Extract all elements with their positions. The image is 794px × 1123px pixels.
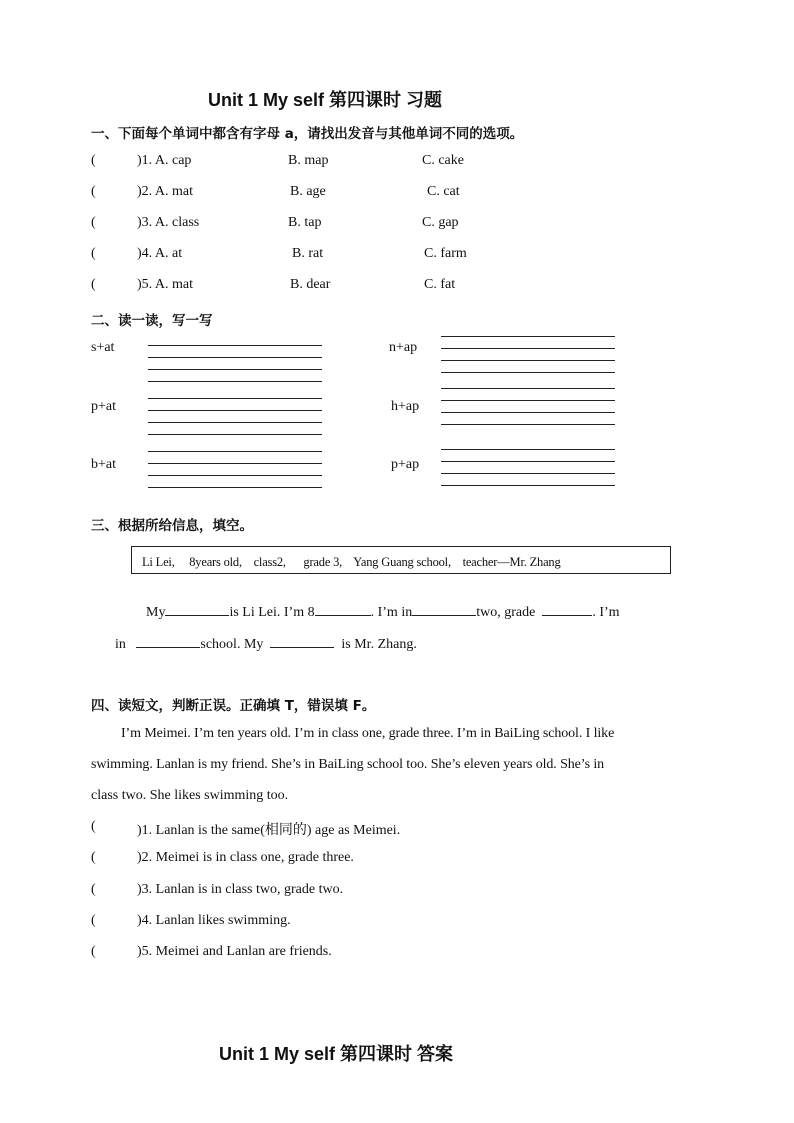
writing-line[interactable] (148, 345, 322, 346)
paren-open: ( (91, 246, 96, 261)
paren-open: ( (91, 215, 96, 230)
option-b: B. tap (288, 215, 322, 230)
word-prompt-p-ap: p+ap (391, 457, 420, 472)
writing-line[interactable] (148, 422, 322, 423)
fill-text: is Li Lei. I’m 8 (229, 605, 315, 620)
word-prompt-h-ap: h+ap (391, 399, 420, 414)
writing-line[interactable] (441, 388, 615, 389)
paren-open: ( (91, 819, 96, 834)
writing-line[interactable] (441, 412, 615, 413)
word-prompt-p-at: p+at (91, 399, 116, 414)
fill-blank[interactable] (165, 601, 229, 616)
writing-line[interactable] (148, 475, 322, 476)
fill-blank[interactable] (542, 601, 592, 616)
writing-line[interactable] (441, 348, 615, 349)
writing-line[interactable] (441, 449, 615, 450)
section2-heading: 二、读一读，写一写 (91, 313, 213, 329)
fill-text: in (115, 637, 126, 652)
question-number-option-a: )2. A. mat (137, 184, 193, 199)
writing-line[interactable] (441, 336, 615, 337)
paren-open: ( (91, 153, 96, 168)
question-number-option-a: )3. A. class (137, 215, 200, 230)
word-prompt-n-ap: n+ap (389, 340, 418, 355)
writing-line[interactable] (441, 473, 615, 474)
paren-open: ( (91, 277, 96, 292)
fill-text: My (146, 605, 166, 620)
statement-text: )3. Lanlan is in class two, grade two. (137, 882, 344, 897)
writing-line[interactable] (148, 369, 322, 370)
writing-line[interactable] (441, 424, 615, 425)
section4-heading: 四、读短文，判断正误。正确填 T，错误填 F。 (91, 698, 376, 714)
option-c: C. fat (424, 277, 456, 292)
answer-title: Unit 1 My self 第四课时 答案 (219, 1044, 454, 1064)
paren-open: ( (91, 913, 96, 928)
fill-blank[interactable] (412, 601, 476, 616)
fill-text: two, grade (476, 605, 536, 620)
fill-line-2 (115, 633, 417, 653)
statement-text: )5. Meimei and Lanlan are friends. (137, 944, 332, 959)
option-c: C. farm (424, 246, 467, 261)
paren-open: ( (91, 882, 96, 897)
option-b: B. rat (292, 246, 324, 261)
writing-line[interactable] (148, 463, 322, 464)
fill-text: . I’m in (370, 605, 413, 620)
writing-line[interactable] (148, 357, 322, 358)
fill-blank[interactable] (270, 633, 334, 648)
option-c: C. cat (427, 184, 460, 199)
option-b: B. map (288, 153, 329, 168)
fill-line-1 (146, 601, 620, 621)
page-title: Unit 1 My self 第四课时 习题 (208, 90, 443, 110)
statement-text: )1. Lanlan is the same(相同的) age as Meimei. (137, 823, 401, 838)
statement-text: )2. Meimei is in class one, grade three. (137, 850, 354, 865)
option-b: B. dear (290, 277, 331, 292)
question-number-option-a: )1. A. cap (137, 153, 192, 168)
fill-blank[interactable] (315, 601, 371, 616)
writing-line[interactable] (148, 398, 322, 399)
writing-line[interactable] (441, 400, 615, 401)
writing-line[interactable] (441, 461, 615, 462)
fill-blank[interactable] (136, 633, 200, 648)
paren-open: ( (91, 184, 96, 199)
paren-open: ( (91, 850, 96, 865)
word-prompt-s-at: s+at (91, 340, 115, 355)
statement-text: )4. Lanlan likes swimming. (137, 913, 291, 928)
writing-line[interactable] (441, 372, 615, 373)
writing-line[interactable] (148, 381, 322, 382)
paren-open: ( (91, 944, 96, 959)
passage-line-3: class two. She likes swimming too. (91, 788, 289, 803)
info-text: Li Lei, 8years old, class2, grade 3, Yang Guang school, teacher—Mr. Zhang (142, 555, 561, 569)
info-box (131, 546, 671, 574)
section1-heading: 一、下面每个单词中都含有字母 a，请找出发音与其他单词不同的选项。 (91, 126, 524, 142)
passage-line-1: I’m Meimei. I’m ten years old. I’m in class one, grade three. I’m in BaiLing school. I like (121, 726, 615, 741)
fill-text: . I’m (592, 605, 620, 620)
passage-line-2: swimming. Lanlan is my friend. She’s in BaiLing school too. She’s eleven years old. She’s in (91, 757, 605, 772)
fill-text: school. My (200, 637, 264, 652)
word-prompt-b-at: b+at (91, 457, 116, 472)
question-number-option-a: )4. A. at (137, 246, 183, 261)
writing-line[interactable] (148, 410, 322, 411)
fill-text: is Mr. Zhang. (341, 637, 417, 652)
option-c: C. cake (422, 153, 464, 168)
section3-heading: 三、根据所给信息，填空。 (91, 518, 253, 534)
question-number-option-a: )5. A. mat (137, 277, 193, 292)
option-c: C. gap (422, 215, 459, 230)
writing-line[interactable] (148, 434, 322, 435)
writing-line[interactable] (148, 451, 322, 452)
writing-line[interactable] (148, 487, 322, 488)
writing-line[interactable] (441, 360, 615, 361)
option-b: B. age (290, 184, 326, 199)
writing-line[interactable] (441, 485, 615, 486)
